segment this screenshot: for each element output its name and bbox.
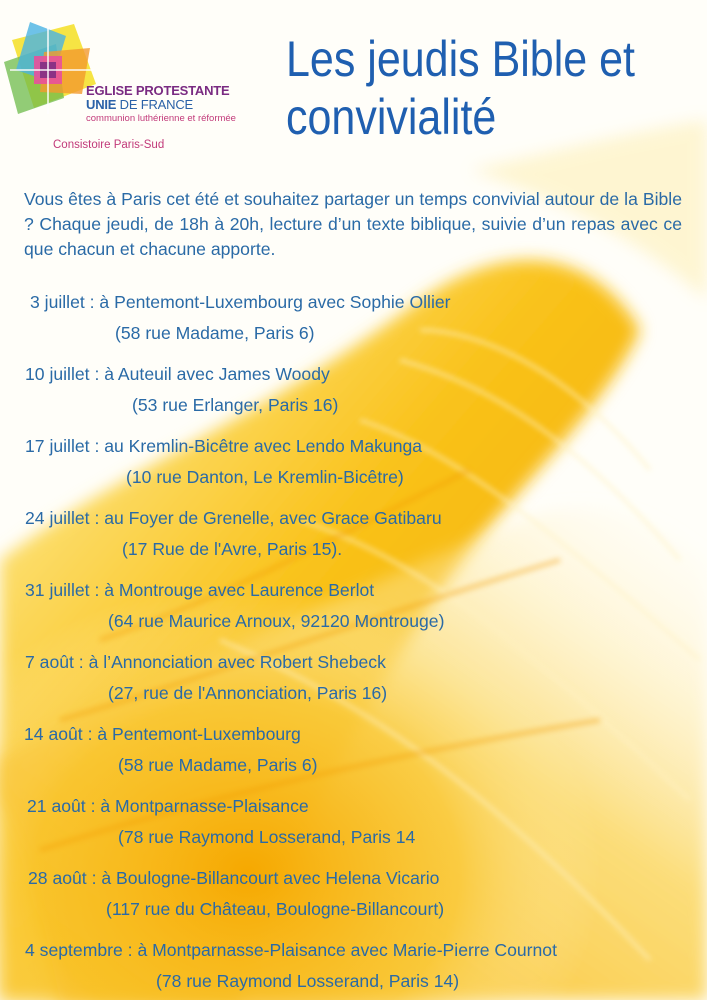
consistoire-label: Consistoire Paris-Sud <box>53 139 165 151</box>
event-date-location: 14 août : à Pentemont-Luxembourg <box>24 724 301 744</box>
event-item <box>0 794 707 860</box>
event-date-location: 17 juillet : au Kremlin-Bicêtre avec Lendo Makunga <box>25 436 423 456</box>
event-date-location: 24 juillet : au Foyer de Grenelle, avec Grace Gatibaru <box>25 508 442 528</box>
event-address: (78 rue Raymond Losserand, Paris 14 <box>118 827 416 847</box>
page-title <box>286 30 639 146</box>
event-address: (117 rue du Château, Boulogne-Billancourt) <box>106 899 445 919</box>
logo-name-line1: EGLISE PROTESTANTE <box>86 83 230 98</box>
event-address: (17 Rue de l'Avre, Paris 15). <box>122 539 343 559</box>
logo-tagline: communion luthérienne et réformée <box>86 113 236 124</box>
page-title-line1: Les jeudis Bible et <box>286 31 635 87</box>
event-date-location: 4 septembre : à Montparnasse-Plaisance avec Marie-Pierre Cournot <box>25 940 557 960</box>
page-title-line2: convivialité <box>286 89 497 145</box>
event-item <box>0 506 707 572</box>
event-item <box>0 866 707 932</box>
event-item <box>0 434 707 500</box>
event-date-location: 7 août : à l’Annonciation avec Robert Shebeck <box>25 652 386 672</box>
epudf-logo <box>4 22 234 152</box>
logo-name-unie: UNIE <box>86 97 117 112</box>
event-address: (78 rue Raymond Losserand, Paris 14) <box>156 971 460 991</box>
event-item <box>0 362 707 428</box>
logo-name-line2 <box>86 97 193 112</box>
event-item <box>0 938 707 1000</box>
event-item <box>0 722 707 788</box>
event-address: (10 rue Danton, Le Kremlin-Bicêtre) <box>126 467 404 487</box>
event-address: (64 rue Maurice Arnoux, 92120 Montrouge) <box>108 611 445 631</box>
logo-name-de-france: DE FRANCE <box>116 97 193 112</box>
event-item <box>0 290 707 356</box>
event-date-location: 28 août : à Boulogne-Billancourt avec Helena Vicario <box>28 868 440 888</box>
event-item <box>0 578 707 644</box>
event-address: (53 rue Erlanger, Paris 16) <box>132 395 339 415</box>
event-date-location: 3 juillet : à Pentemont-Luxembourg avec Sophie Ollier <box>30 292 451 312</box>
intro-paragraph: Vous êtes à Paris cet été et souhaitez partager un temps convivial autour de la Bible ? Chaque jeudi, de 18h à 20h, lecture d’un texte biblique, suivie d’un repas avec ce que chacun et chacune apporte. <box>24 189 682 259</box>
event-date-location: 31 juillet : à Montrouge avec Laurence Berlot <box>25 580 375 600</box>
event-address: (58 rue Madame, Paris 6) <box>118 755 318 775</box>
event-address: (27, rue de l'Annonciation, Paris 16) <box>108 683 388 703</box>
event-item <box>0 650 707 716</box>
event-date-location: 21 août : à Montparnasse-Plaisance <box>27 796 309 816</box>
event-address: (58 rue Madame, Paris 6) <box>115 323 315 343</box>
event-date-location: 10 juillet : à Auteuil avec James Woody <box>25 364 330 384</box>
